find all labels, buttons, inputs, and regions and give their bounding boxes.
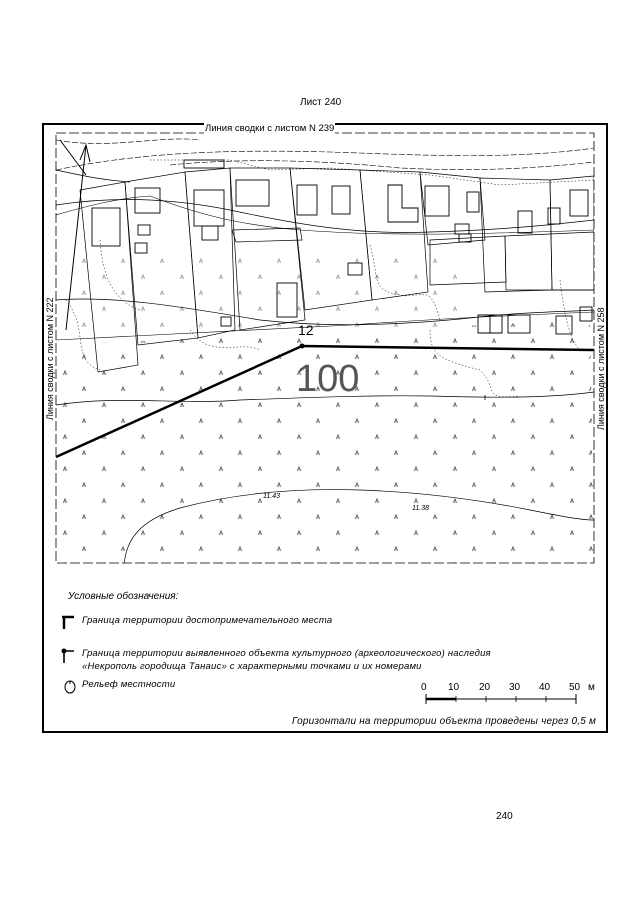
legend-item-2: Граница территории выявленного объекта культурного (археологического) наследия <box>82 648 491 659</box>
meadow-area-upper <box>80 250 460 330</box>
legend-bold-line-icon <box>60 613 76 629</box>
contour-note: Горизонтали на территории объекта проведены через 0,5 м <box>292 716 597 727</box>
meadow-area <box>56 320 594 563</box>
legend-title: Условные обозначения: <box>68 591 179 602</box>
boundary-point-12 <box>300 344 305 349</box>
legend-item-1: Граница территории достопримечательного места <box>82 615 333 626</box>
legend-relief-icon <box>63 678 77 694</box>
legend-item-2-line2: «Некрополь городища Танаис» с характерными точками и их номерами <box>82 661 422 672</box>
elevation-label-2: 11.38 <box>412 505 429 512</box>
scale-unit: м <box>588 682 595 693</box>
left-join-label: Линия сводки с листом N 222 <box>45 297 55 420</box>
scale-tick-30: 30 <box>509 682 521 693</box>
sheet-title: Лист 240 <box>300 97 342 108</box>
road-outlines <box>56 139 594 170</box>
legend-thin-line-icon <box>60 647 76 663</box>
scale-tick-40: 40 <box>539 682 551 693</box>
elevation-label-1: 11.43 <box>263 493 280 500</box>
scale-tick-20: 20 <box>479 682 491 693</box>
top-join-label: Линия сводки с листом N 239 <box>205 123 335 134</box>
scale-bar <box>420 692 580 706</box>
scale-tick-10: 10 <box>448 682 460 693</box>
area-number-label: 100 <box>296 358 360 400</box>
scale-tick-50: 50 <box>569 682 581 693</box>
page-number: 240 <box>496 811 513 822</box>
legend-item-3: Рельеф местности <box>82 679 176 690</box>
scale-tick-0: 0 <box>421 682 427 693</box>
right-join-label: Линия сводки с листом N 258 <box>596 307 606 430</box>
point-number-label: 12 <box>298 322 314 338</box>
